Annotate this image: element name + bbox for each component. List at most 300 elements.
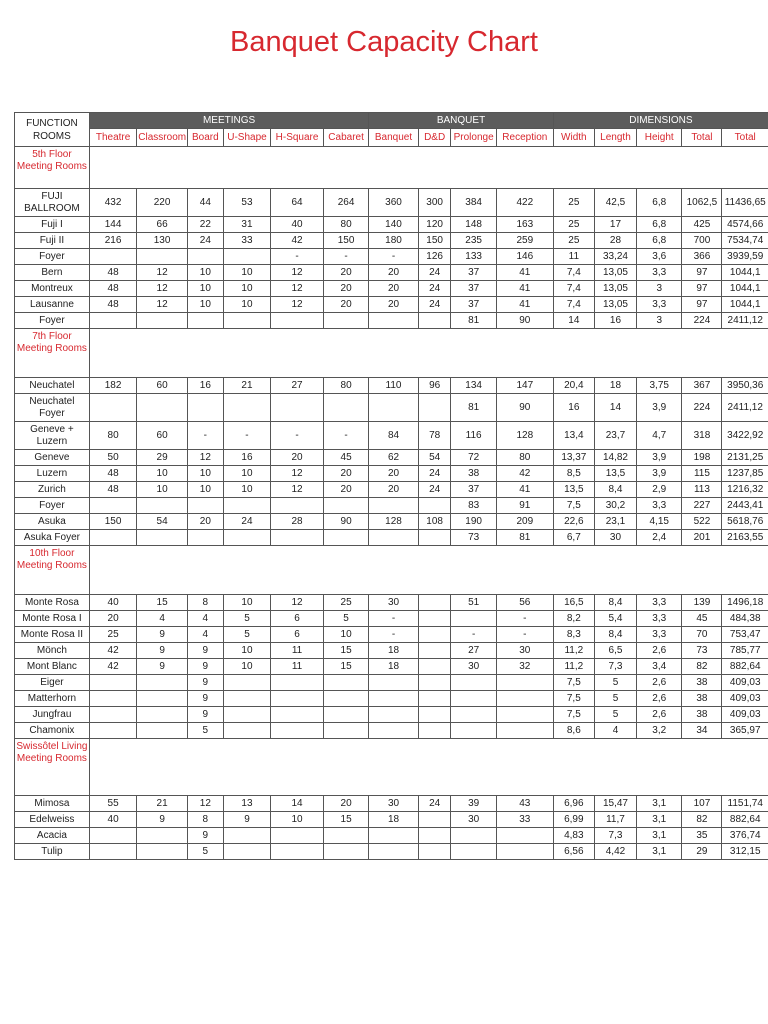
table-cell	[223, 249, 270, 265]
table-cell	[323, 313, 368, 329]
table-cell	[137, 249, 188, 265]
table-cell: 522	[682, 514, 722, 530]
table-cell: 3,3	[637, 627, 682, 643]
table-cell: 28	[271, 514, 324, 530]
room-name: Monte Rosa	[15, 595, 90, 611]
table-cell: 3,6	[637, 249, 682, 265]
table-cell: 147	[496, 378, 553, 394]
table-cell: 13,05	[594, 265, 636, 281]
table-row	[15, 707, 768, 723]
table-cell: 30	[496, 643, 553, 659]
table-cell: 39	[451, 796, 496, 812]
table-cell: -	[323, 422, 368, 450]
table-cell: 148	[451, 217, 496, 233]
table-cell	[187, 249, 223, 265]
table-cell: 82	[682, 812, 722, 828]
table-cell: 25	[89, 627, 136, 643]
table-cell	[223, 394, 270, 422]
table-cell: 3	[637, 281, 682, 297]
table-cell: 8,4	[594, 595, 636, 611]
table-cell: 14	[553, 313, 594, 329]
table-cell: 80	[323, 378, 368, 394]
table-cell: 30	[451, 812, 496, 828]
table-row	[15, 394, 768, 422]
table-cell: 30,2	[594, 498, 636, 514]
table-cell	[323, 530, 368, 546]
table-cell: 9	[187, 659, 223, 675]
table-cell: 20	[323, 265, 368, 281]
table-row	[15, 595, 768, 611]
table-cell: 20	[323, 482, 368, 498]
table-cell	[451, 691, 496, 707]
table-cell	[89, 249, 136, 265]
table-cell: 3,3	[637, 611, 682, 627]
table-cell: 13,37	[553, 450, 594, 466]
table-cell: 13,05	[594, 297, 636, 313]
table-cell	[271, 498, 324, 514]
table-cell	[323, 723, 368, 739]
table-cell: 33	[223, 233, 270, 249]
table-cell: 422	[496, 189, 553, 217]
table-cell: 2,6	[637, 643, 682, 659]
table-cell	[271, 691, 324, 707]
table-cell: 42	[89, 659, 136, 675]
table-cell: 14,82	[594, 450, 636, 466]
room-name: Acacia	[15, 828, 90, 844]
banquet-group-header: BANQUET	[369, 113, 554, 129]
table-cell: 3950,36	[722, 378, 768, 394]
room-name: Foyer	[15, 249, 90, 265]
table-cell	[369, 675, 419, 691]
table-cell	[496, 707, 553, 723]
table-cell: 42,5	[594, 189, 636, 217]
table-cell: 128	[496, 422, 553, 450]
table-cell	[137, 691, 188, 707]
table-cell	[418, 812, 451, 828]
table-cell: 180	[369, 233, 419, 249]
table-cell: 5	[187, 723, 223, 739]
table-cell: 13,05	[594, 281, 636, 297]
table-cell: 10	[137, 482, 188, 498]
table-row	[15, 796, 768, 812]
table-row	[15, 812, 768, 828]
table-cell: 55	[89, 796, 136, 812]
table-cell: 24	[187, 233, 223, 249]
table-cell	[323, 394, 368, 422]
table-cell: 21	[137, 796, 188, 812]
column-header: H-Square	[271, 129, 324, 147]
table-cell: 7,3	[594, 828, 636, 844]
table-cell: 108	[418, 514, 451, 530]
table-cell: 409,03	[722, 707, 768, 723]
table-cell: 3,75	[637, 378, 682, 394]
column-header: Reception	[496, 129, 553, 147]
table-cell: 7,5	[553, 675, 594, 691]
room-name: Asuka	[15, 514, 90, 530]
table-cell: 7,3	[594, 659, 636, 675]
table-cell	[223, 707, 270, 723]
room-name: Lausanne	[15, 297, 90, 313]
table-cell: 3,9	[637, 466, 682, 482]
table-cell: 409,03	[722, 691, 768, 707]
table-cell: 6	[271, 627, 324, 643]
table-cell	[187, 394, 223, 422]
table-cell: 81	[451, 313, 496, 329]
table-cell: 190	[451, 514, 496, 530]
column-header: Length	[594, 129, 636, 147]
room-name: Asuka Foyer	[15, 530, 90, 546]
table-row	[15, 627, 768, 643]
table-cell: 48	[89, 265, 136, 281]
room-name: Foyer	[15, 313, 90, 329]
table-cell: 11,2	[553, 643, 594, 659]
table-cell: 66	[137, 217, 188, 233]
table-cell	[418, 595, 451, 611]
table-cell: 84	[369, 422, 419, 450]
table-cell: 91	[496, 498, 553, 514]
table-cell: 10	[137, 466, 188, 482]
table-cell	[89, 828, 136, 844]
table-cell: 10	[187, 281, 223, 297]
table-cell	[223, 498, 270, 514]
table-cell: 17	[594, 217, 636, 233]
table-row	[15, 514, 768, 530]
table-cell: 16,5	[553, 595, 594, 611]
table-cell	[418, 844, 451, 860]
table-row	[15, 691, 768, 707]
table-cell: 18	[369, 812, 419, 828]
table-row	[15, 189, 768, 217]
table-cell: 38	[451, 466, 496, 482]
room-name: FUJI BALLROOM	[15, 189, 90, 217]
table-cell: 7534,74	[722, 233, 768, 249]
table-cell: 20	[271, 450, 324, 466]
table-cell	[223, 313, 270, 329]
room-name: Neuchatel Foyer	[15, 394, 90, 422]
table-cell: 1496,18	[722, 595, 768, 611]
room-name: Geneve + Luzern	[15, 422, 90, 450]
table-cell	[451, 844, 496, 860]
table-cell: 38	[682, 691, 722, 707]
room-name: Foyer	[15, 498, 90, 514]
room-name: Tulip	[15, 844, 90, 860]
table-cell: 20	[369, 265, 419, 281]
table-cell: 70	[682, 627, 722, 643]
table-cell: -	[369, 611, 419, 627]
table-cell: 10	[223, 595, 270, 611]
table-cell: 11	[271, 659, 324, 675]
table-cell: 83	[451, 498, 496, 514]
table-cell: 20	[323, 466, 368, 482]
table-cell: -	[187, 422, 223, 450]
table-cell: 48	[89, 297, 136, 313]
table-cell: 41	[496, 281, 553, 297]
room-name: Monte Rosa II	[15, 627, 90, 643]
table-cell: 54	[137, 514, 188, 530]
table-cell	[418, 691, 451, 707]
table-cell: 3,9	[637, 394, 682, 422]
table-cell: 882,64	[722, 812, 768, 828]
table-cell	[451, 723, 496, 739]
table-cell: 20	[369, 482, 419, 498]
table-cell: 5	[223, 627, 270, 643]
table-cell: 10	[223, 482, 270, 498]
table-cell: 32	[496, 659, 553, 675]
table-cell: 4	[187, 611, 223, 627]
table-cell	[89, 313, 136, 329]
table-cell: 37	[451, 297, 496, 313]
table-cell: 10	[223, 281, 270, 297]
table-cell: 4,83	[553, 828, 594, 844]
table-cell	[187, 498, 223, 514]
table-cell: 10	[271, 812, 324, 828]
table-row	[15, 313, 768, 329]
table-cell: 82	[682, 659, 722, 675]
section-title: 10th Floor Meeting Rooms	[15, 546, 90, 595]
table-cell: 16	[553, 394, 594, 422]
table-cell: 56	[496, 595, 553, 611]
table-cell: 139	[682, 595, 722, 611]
table-row	[15, 422, 768, 450]
table-cell: 150	[89, 514, 136, 530]
table-cell: 9	[187, 643, 223, 659]
table-cell: 9	[137, 659, 188, 675]
table-cell: 27	[451, 643, 496, 659]
table-cell	[323, 844, 368, 860]
room-name: Mimosa	[15, 796, 90, 812]
function-rooms-header: FUNCTION ROOMS	[15, 113, 90, 147]
table-cell	[187, 530, 223, 546]
table-cell: 6,5	[594, 643, 636, 659]
table-cell	[223, 530, 270, 546]
table-cell: -	[271, 422, 324, 450]
table-cell: -	[223, 422, 270, 450]
table-cell	[271, 828, 324, 844]
table-cell: 90	[496, 394, 553, 422]
table-cell: 128	[369, 514, 419, 530]
table-cell	[418, 643, 451, 659]
section-spacer	[89, 329, 768, 378]
table-cell	[89, 707, 136, 723]
table-cell: 3,2	[637, 723, 682, 739]
table-cell: 23,7	[594, 422, 636, 450]
table-cell: 259	[496, 233, 553, 249]
table-cell: 9	[137, 643, 188, 659]
table-cell: 31	[223, 217, 270, 233]
table-cell: -	[369, 249, 419, 265]
table-cell: 12	[271, 466, 324, 482]
table-cell: 24	[418, 482, 451, 498]
table-cell: 146	[496, 249, 553, 265]
table-cell	[418, 498, 451, 514]
table-cell	[137, 844, 188, 860]
column-header: Banquet	[369, 129, 419, 147]
table-cell: 13,5	[553, 482, 594, 498]
table-cell	[369, 498, 419, 514]
table-cell: 113	[682, 482, 722, 498]
table-row	[15, 643, 768, 659]
table-cell	[89, 498, 136, 514]
table-cell	[369, 707, 419, 723]
table-cell	[271, 844, 324, 860]
table-cell: 201	[682, 530, 722, 546]
table-cell: 15	[323, 812, 368, 828]
table-cell	[418, 394, 451, 422]
section-spacer	[89, 739, 768, 796]
table-cell: 3,1	[637, 812, 682, 828]
table-cell: 20	[89, 611, 136, 627]
table-cell	[223, 828, 270, 844]
table-cell: 29	[137, 450, 188, 466]
room-name: Fuji I	[15, 217, 90, 233]
table-cell: 21	[223, 378, 270, 394]
table-cell: 10	[187, 466, 223, 482]
table-cell	[418, 723, 451, 739]
table-row	[15, 723, 768, 739]
table-cell: 235	[451, 233, 496, 249]
table-cell: 24	[418, 297, 451, 313]
table-cell: 2,6	[637, 675, 682, 691]
table-cell	[451, 675, 496, 691]
table-cell: 224	[682, 394, 722, 422]
column-header: Cabaret	[323, 129, 368, 147]
table-cell: 42	[89, 643, 136, 659]
room-name: Mönch	[15, 643, 90, 659]
table-cell: 81	[451, 394, 496, 422]
table-cell	[369, 723, 419, 739]
table-cell: -	[369, 627, 419, 643]
table-cell	[418, 313, 451, 329]
table-cell: 80	[496, 450, 553, 466]
table-cell: 10	[323, 627, 368, 643]
table-cell	[369, 828, 419, 844]
table-cell: 13,5	[594, 466, 636, 482]
table-cell: 20	[323, 281, 368, 297]
room-name: Montreux	[15, 281, 90, 297]
table-cell: 144	[89, 217, 136, 233]
table-cell: 51	[451, 595, 496, 611]
table-cell: 6,8	[637, 189, 682, 217]
table-row	[15, 498, 768, 514]
table-cell: 60	[137, 422, 188, 450]
table-cell: 7,5	[553, 707, 594, 723]
table-cell: 40	[89, 595, 136, 611]
column-header: Total	[722, 129, 768, 147]
table-cell: 12	[271, 281, 324, 297]
table-cell: -	[323, 249, 368, 265]
table-cell: 30	[451, 659, 496, 675]
table-cell	[89, 844, 136, 860]
table-cell: 9	[187, 691, 223, 707]
table-cell: -	[271, 249, 324, 265]
section-row	[15, 546, 768, 595]
table-cell: 38	[682, 707, 722, 723]
table-cell: 48	[89, 482, 136, 498]
table-cell: 1216,32	[722, 482, 768, 498]
table-row	[15, 530, 768, 546]
table-cell: 1237,85	[722, 466, 768, 482]
table-cell: 30	[594, 530, 636, 546]
section-spacer	[89, 546, 768, 595]
table-cell: 209	[496, 514, 553, 530]
table-cell: 62	[369, 450, 419, 466]
table-cell: 22	[187, 217, 223, 233]
table-cell: 20	[323, 796, 368, 812]
table-cell	[271, 313, 324, 329]
table-cell: 22,6	[553, 514, 594, 530]
table-cell: -	[496, 627, 553, 643]
table-cell	[418, 530, 451, 546]
table-cell: 20,4	[553, 378, 594, 394]
table-cell: 15	[137, 595, 188, 611]
table-cell: 3,1	[637, 844, 682, 860]
table-cell: 80	[89, 422, 136, 450]
table-row	[15, 844, 768, 860]
table-cell: 11436,65	[722, 189, 768, 217]
table-cell: 318	[682, 422, 722, 450]
table-cell: 6,96	[553, 796, 594, 812]
table-cell: 4574,66	[722, 217, 768, 233]
table-cell: 24	[418, 281, 451, 297]
table-cell: 12	[271, 595, 324, 611]
table-cell: 10	[223, 265, 270, 281]
table-cell: 2,4	[637, 530, 682, 546]
table-cell: 38	[682, 675, 722, 691]
table-cell	[89, 691, 136, 707]
column-header: Width	[553, 129, 594, 147]
table-cell: 5	[223, 611, 270, 627]
table-cell: 6,99	[553, 812, 594, 828]
section-spacer	[89, 147, 768, 189]
table-cell: 48	[89, 466, 136, 482]
table-cell: 97	[682, 265, 722, 281]
table-cell: 7,4	[553, 281, 594, 297]
table-cell: 3,3	[637, 297, 682, 313]
column-header: Prolonge	[451, 129, 496, 147]
table-cell	[451, 707, 496, 723]
table-cell: 198	[682, 450, 722, 466]
table-cell: 300	[418, 189, 451, 217]
table-cell: 11,7	[594, 812, 636, 828]
table-cell	[223, 723, 270, 739]
column-header: Classroom	[137, 129, 188, 147]
table-cell: 150	[418, 233, 451, 249]
column-header: U-Shape	[223, 129, 270, 147]
table-cell: 6,56	[553, 844, 594, 860]
table-cell: 8,4	[594, 482, 636, 498]
table-cell: 4,15	[637, 514, 682, 530]
table-cell: 15	[323, 643, 368, 659]
table-cell: 700	[682, 233, 722, 249]
table-cell: 3,4	[637, 659, 682, 675]
table-cell: 409,03	[722, 675, 768, 691]
column-header: D&D	[418, 129, 451, 147]
table-cell: 6,7	[553, 530, 594, 546]
table-cell	[451, 828, 496, 844]
table-cell: 12	[187, 450, 223, 466]
table-cell: 366	[682, 249, 722, 265]
table-cell: 81	[496, 530, 553, 546]
table-cell	[418, 659, 451, 675]
table-cell	[418, 627, 451, 643]
table-cell: 28	[594, 233, 636, 249]
table-cell: 13	[223, 796, 270, 812]
table-cell: 16	[594, 313, 636, 329]
page-title: Banquet Capacity Chart	[230, 26, 538, 58]
table-cell: 8,6	[553, 723, 594, 739]
table-cell: 2163,55	[722, 530, 768, 546]
table-cell: 10	[223, 643, 270, 659]
